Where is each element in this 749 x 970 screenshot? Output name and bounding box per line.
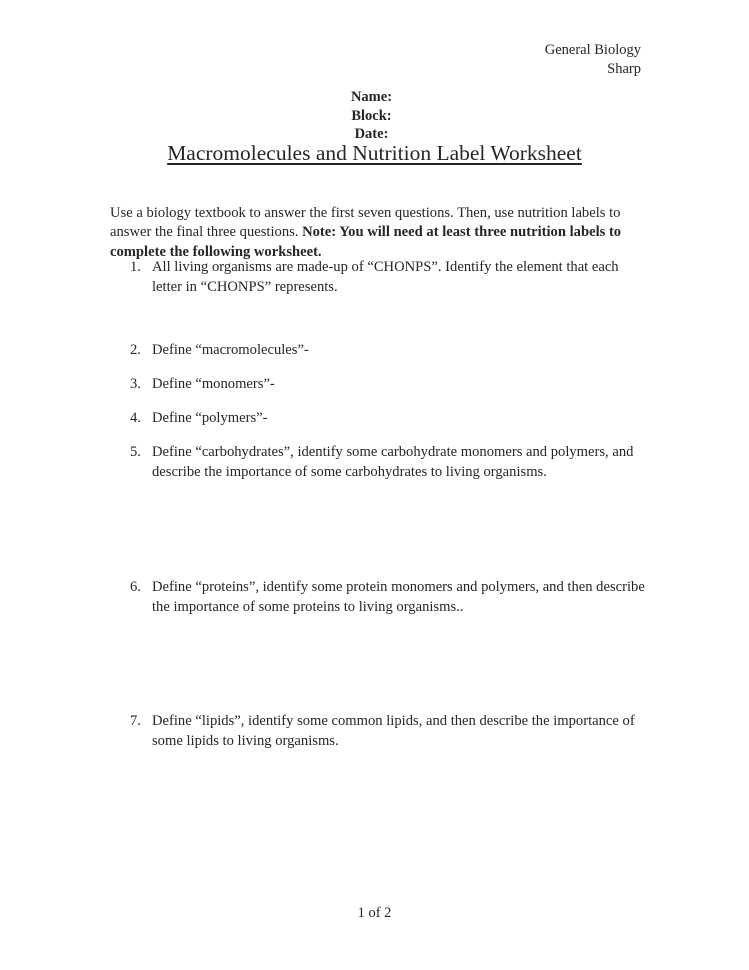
question-number-3: 3.	[130, 376, 141, 392]
question-number-6: 6.	[130, 579, 141, 595]
instructions-plain-text: Use a biology textbook to answer the first seven questions. Then, use nutrition labels to answer the final three questions.	[110, 204, 621, 241]
question-item-4	[130, 409, 645, 429]
student-info-fields	[0, 88, 749, 144]
instructions-note-text: Note: You will need at least three nutrition labels to complete the following worksheet.	[110, 224, 622, 260]
question-text-5: Define “carbohydrates”, identify some carbohydrate monomers and polymers, and describe the importance of some carbohydrates to living organisms.	[152, 444, 634, 480]
date-field-label: Date:	[354, 126, 389, 142]
question-text-6: Define “proteins”, identify some protein monomers and polymers, and then describe the importance of some proteins to living organisms..	[152, 579, 645, 615]
teacher-name: Sharp	[607, 61, 641, 77]
name-field-label: Name:	[350, 89, 393, 105]
question-text-3: Define “monomers”-	[152, 376, 275, 392]
question-text-1: All living organisms are made-up of “CHONPS”. Identify the element that each letter in “CHONPS” represents.	[152, 259, 619, 295]
question-text-2: Define “macromolecules”-	[152, 342, 309, 358]
question-number-4: 4.	[130, 410, 141, 426]
question-number-7: 7.	[130, 713, 141, 729]
course-name: General Biology	[544, 42, 641, 58]
block-field-label: Block:	[351, 107, 392, 124]
question-item-2	[130, 341, 645, 361]
question-item-6	[130, 578, 645, 617]
question-item-5	[130, 443, 645, 482]
question-item-1	[130, 258, 645, 297]
question-text-4: Define “polymers”-	[152, 410, 268, 426]
question-number-2: 2.	[130, 342, 141, 358]
page-footer: 1 of 2	[357, 905, 392, 921]
question-item-7	[130, 712, 645, 751]
question-number-1: 1.	[130, 259, 141, 275]
page-title	[0, 140, 749, 166]
page-title-text: Macromolecules and Nutrition Label Worksheet	[167, 141, 582, 165]
course-header	[545, 41, 641, 79]
instructions-paragraph	[110, 204, 646, 263]
question-item-3	[130, 375, 645, 395]
question-text-7: Define “lipids”, identify some common lipids, and then describe the importance of some lipids to living organisms.	[152, 713, 635, 749]
question-number-5: 5.	[130, 444, 141, 460]
